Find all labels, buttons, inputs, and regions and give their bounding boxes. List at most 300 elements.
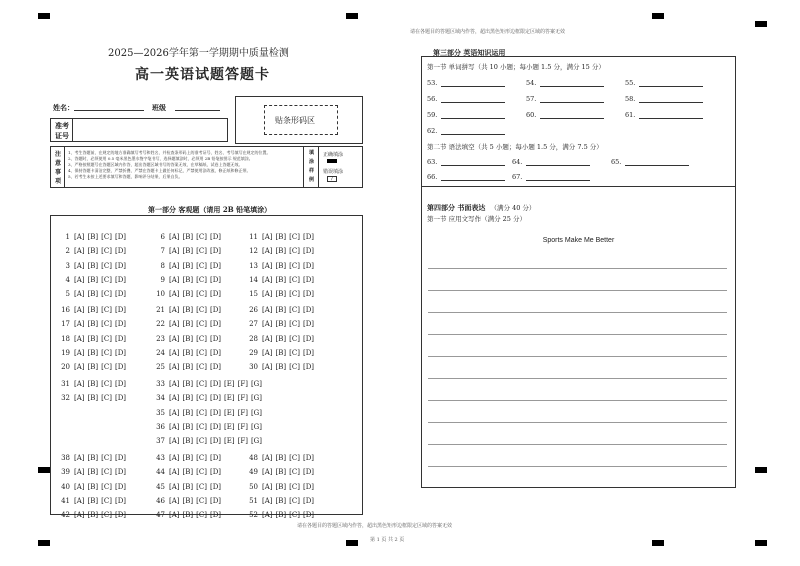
mc-option-bubble[interactable]: [D] [302,363,315,372]
mc-option-bubble[interactable]: [D] [114,348,127,357]
mc-option-bubble[interactable]: [A] [169,408,180,417]
mc-question-number: 47 [156,511,165,520]
answer-blank-63[interactable] [441,165,505,166]
writing-line[interactable] [428,312,727,313]
mc-option-bubble[interactable]: [C] [196,233,207,241]
mc-option-bubble[interactable]: [D] [302,233,315,241]
mc-option-bubble[interactable]: [B] [87,261,99,270]
mc-option-bubble[interactable]: [A] [74,394,85,403]
mc-option-bubble[interactable]: [A] [74,275,85,284]
mc-option-bubble[interactable]: [B] [182,437,194,446]
mc-option-bubble[interactable]: [B] [275,496,287,505]
mc-option-bubble[interactable]: [B] [182,482,194,491]
mc-option-bubble[interactable]: [D] [209,422,222,431]
mc-option-bubble[interactable]: [C] [289,233,300,241]
mc-option-bubble[interactable]: [D] [114,394,127,403]
mc-option-bubble[interactable]: [B] [87,363,99,372]
mc-option-bubble[interactable]: [D] [209,247,222,256]
mc-option-bubble[interactable]: [C] [101,261,112,270]
mc-option-bubble[interactable]: [D] [209,334,222,343]
mc-option-bubble[interactable]: [B] [182,422,194,431]
mc-option-bubble[interactable]: [D] [209,511,222,520]
mc-option-bubble[interactable]: [D] [302,468,315,477]
writing-line[interactable] [428,356,727,357]
mc-option-bubble[interactable]: [B] [87,334,99,343]
mc-option-bubble[interactable]: [E] [224,408,235,417]
mc-option-bubble[interactable]: [A] [74,334,85,343]
mc-option-bubble[interactable]: [C] [101,454,112,462]
mc-option-bubble[interactable]: [D] [209,482,222,491]
mc-question-number: 10 [156,290,165,299]
exam-title: 2025—2026学年第一学期期中质量检测 [108,48,289,59]
mc-option-bubble[interactable]: [C] [101,348,112,357]
mc-option-bubble[interactable]: [A] [74,247,85,256]
mc-option-bubble[interactable]: [C] [289,454,300,462]
mc-question-row [56,454,129,462]
mc-option-bubble[interactable]: [B] [182,380,194,388]
mc-question-row [56,233,129,241]
mc-option-bubble[interactable]: [D] [302,247,315,256]
answer-blank-56[interactable] [441,102,505,103]
mc-option-bubble[interactable]: [D] [209,437,222,446]
mc-option-bubble[interactable]: [C] [101,247,112,256]
notes-label-char: 意 [55,160,62,167]
mc-question-row [151,454,224,462]
mc-option-bubble[interactable]: [A] [74,348,85,357]
mc-option-bubble[interactable]: [A] [169,247,180,256]
mc-option-bubble[interactable]: [C] [289,320,300,329]
mc-option-bubble[interactable]: [C] [289,275,300,284]
mc-option-bubble[interactable]: [C] [101,363,112,372]
mc-question-number: 24 [156,348,165,357]
mc-option-bubble[interactable]: [F] [237,394,248,403]
mc-option-bubble[interactable]: [C] [196,261,207,270]
mc-option-bubble[interactable]: [C] [196,422,207,431]
mc-option-bubble[interactable]: [G] [250,422,263,431]
mc-question-number: 34 [156,394,165,403]
mc-option-bubble[interactable]: [D] [209,261,222,270]
mc-option-bubble[interactable]: [D] [209,380,222,388]
mc-option-bubble[interactable]: [C] [196,437,207,446]
mc-option-bubble[interactable]: [A] [74,233,85,241]
mc-option-bubble[interactable]: [D] [209,275,222,284]
mc-option-bubble[interactable]: [C] [101,306,112,314]
mc-question-row [151,290,224,298]
mc-question-number: 19 [61,348,70,357]
mc-option-bubble[interactable]: [A] [169,233,180,241]
mc-option-bubble[interactable]: [A] [169,511,180,520]
answer-blank-59[interactable] [441,118,505,119]
mc-question-number: 16 [61,306,70,314]
mc-option-bubble[interactable]: [D] [209,454,222,462]
mc-option-bubble[interactable]: [G] [250,408,263,417]
mc-option-bubble[interactable]: [B] [275,247,287,256]
mc-option-bubble[interactable]: [B] [182,363,194,372]
mc-option-bubble[interactable]: [B] [182,247,194,256]
mc-option-bubble[interactable]: [C] [196,306,207,314]
mc-option-bubble[interactable]: [B] [87,306,99,314]
correct-fill-sample [327,159,337,163]
mc-option-bubble[interactable]: [D] [302,511,315,520]
mc-option-bubble[interactable]: [B] [87,496,99,505]
mc-option-bubble[interactable]: [D] [209,468,222,477]
mc-option-bubble[interactable]: [A] [262,261,273,270]
mc-option-bubble[interactable]: [A] [74,496,85,505]
mc-option-bubble[interactable]: [E] [224,394,235,403]
writing-line[interactable] [428,400,727,401]
writing-line[interactable] [428,268,727,269]
sample-label-cell [303,147,319,187]
mc-option-bubble[interactable]: [D] [114,261,127,270]
part4-heading [427,195,535,214]
mc-option-bubble[interactable]: [A] [169,275,180,284]
mc-option-bubble[interactable]: [B] [87,348,99,357]
sample-label-char: 例 [309,177,315,183]
mc-option-bubble[interactable]: [D] [209,306,222,314]
mc-option-bubble[interactable]: [B] [275,275,287,284]
mc-question-number: 6 [160,233,165,241]
mc-option-bubble[interactable]: [B] [87,247,99,256]
mc-option-bubble[interactable]: [B] [87,320,99,329]
mc-option-bubble[interactable]: [C] [289,290,300,299]
mc-question-row [244,363,317,371]
mc-option-bubble[interactable]: [C] [196,320,207,329]
exam-number-field[interactable] [74,119,227,141]
mc-option-bubble[interactable]: [C] [101,482,112,491]
mc-option-bubble[interactable]: [B] [182,320,194,329]
mc-option-bubble[interactable]: [B] [182,275,194,284]
mc-option-bubble[interactable]: [B] [275,468,287,477]
mc-option-bubble[interactable]: [D] [302,454,315,462]
mc-option-bubble[interactable]: [B] [275,348,287,357]
mc-option-bubble[interactable]: [A] [262,363,273,372]
subjective-answer-area [421,56,736,488]
mc-question-row [56,380,129,388]
mc-option-bubble[interactable]: [A] [74,320,85,329]
answer-blank-60[interactable] [540,118,604,119]
mc-option-bubble[interactable]: [F] [237,437,248,446]
mc-question-number: 12 [249,247,258,256]
mc-option-bubble[interactable]: [A] [262,306,273,314]
mc-question-number: 45 [156,482,165,491]
mc-option-bubble[interactable]: [B] [87,511,99,520]
footer-instruction: 请在各题目的答题区域内作答，超出黑色矩形边框限定区域的答案无效 [297,523,453,529]
mc-option-bubble[interactable]: [D] [302,275,315,284]
mc-option-bubble[interactable]: [B] [182,348,194,357]
mc-option-bubble[interactable]: [D] [209,363,222,372]
mc-option-bubble[interactable]: [C] [196,496,207,505]
mc-option-bubble[interactable]: [C] [289,247,300,256]
mc-option-bubble[interactable]: [C] [196,363,207,372]
mc-option-bubble[interactable]: [C] [101,468,112,477]
mc-option-bubble[interactable]: [A] [169,363,180,372]
mc-option-bubble[interactable]: [A] [169,306,180,314]
mc-option-bubble[interactable]: [B] [87,380,99,388]
mc-option-bubble[interactable]: [C] [196,394,207,403]
mc-option-bubble[interactable]: [A] [169,468,180,477]
mc-option-bubble[interactable]: [C] [289,348,300,357]
mc-option-bubble[interactable]: [B] [275,306,287,314]
mc-question-number: 27 [249,320,258,329]
mc-option-bubble[interactable]: [F] [237,380,248,388]
mc-option-bubble[interactable]: [A] [262,454,273,462]
mc-option-bubble[interactable]: [A] [74,454,85,462]
mc-option-bubble[interactable]: [C] [101,511,112,520]
mc-option-bubble[interactable]: [C] [101,380,112,388]
mc-option-bubble[interactable]: [D] [302,261,315,270]
mc-option-bubble[interactable]: [B] [182,408,194,417]
mc-option-bubble[interactable]: [B] [182,468,194,477]
mc-question-row [244,349,317,357]
mc-option-bubble[interactable]: [C] [101,334,112,343]
mc-option-bubble[interactable]: [A] [262,334,273,343]
mc-option-bubble[interactable]: [C] [289,482,300,491]
mc-option-bubble[interactable]: [A] [169,394,180,403]
mc-option-bubble[interactable]: [G] [250,437,263,446]
mc-option-bubble[interactable]: [B] [275,290,287,299]
mc-option-bubble[interactable]: [A] [262,290,273,299]
mc-option-bubble[interactable]: [B] [275,363,287,372]
mc-option-bubble[interactable]: [D] [114,247,127,256]
answer-blank-61[interactable] [639,118,703,119]
mc-option-bubble[interactable]: [C] [196,482,207,491]
mc-option-bubble[interactable]: [A] [262,320,273,329]
mc-option-bubble[interactable]: [E] [224,437,235,446]
mc-option-bubble[interactable]: [B] [182,306,194,314]
mc-option-bubble[interactable]: [D] [114,454,127,462]
mc-option-bubble[interactable]: [D] [114,320,127,329]
question-number: 54. [526,79,537,87]
part4-score: （满分 40 分） [490,204,536,212]
mc-question-row [151,320,224,328]
mc-option-bubble[interactable]: [B] [182,290,194,299]
mc-option-bubble[interactable]: [A] [74,363,85,372]
mc-question-row [151,483,224,491]
mc-option-bubble[interactable]: [B] [182,496,194,505]
part4-title: 第四部分 书面表达 [427,203,486,212]
mc-option-bubble[interactable]: [C] [196,454,207,462]
answer-blank-55[interactable] [639,86,703,87]
mc-option-bubble[interactable]: [B] [182,261,194,270]
mc-option-bubble[interactable]: [B] [87,290,99,299]
mc-option-bubble[interactable]: [B] [275,334,287,343]
mc-option-bubble[interactable]: [B] [87,394,99,403]
mc-option-bubble[interactable]: [B] [182,511,194,520]
mc-option-bubble[interactable]: [D] [114,380,127,388]
mc-question-row [244,276,317,284]
mc-option-bubble[interactable]: [A] [169,290,180,299]
mc-option-bubble[interactable]: [C] [196,334,207,343]
mc-question-row [151,247,224,255]
mc-option-bubble[interactable]: [C] [289,511,300,520]
mc-option-bubble[interactable]: [D] [302,496,315,505]
mc-option-bubble[interactable]: [B] [87,275,99,284]
mc-option-bubble[interactable]: [A] [262,511,273,520]
mc-question-row [151,306,224,314]
mc-option-bubble[interactable]: [C] [289,468,300,477]
mc-option-bubble[interactable]: [C] [196,511,207,520]
mc-option-bubble[interactable]: [A] [74,468,85,477]
mc-option-bubble[interactable]: [B] [87,482,99,491]
mc-option-bubble[interactable]: [C] [289,261,300,270]
answer-blank-66[interactable] [441,180,505,181]
mc-option-bubble[interactable]: [A] [74,482,85,491]
mc-option-bubble[interactable]: [D] [209,320,222,329]
mc-option-bubble[interactable]: [C] [196,290,207,299]
mc-option-bubble[interactable]: [A] [74,380,85,388]
mc-option-bubble[interactable]: [C] [289,496,300,505]
mc-option-bubble[interactable]: [D] [114,363,127,372]
mc-option-bubble[interactable]: [C] [289,363,300,372]
mc-option-bubble[interactable]: [C] [196,247,207,256]
name-label: 姓名： [53,103,74,112]
mc-option-bubble[interactable]: [D] [114,233,127,241]
wrong-fill-sample: / [327,176,337,182]
answer-blank-58[interactable] [639,102,703,103]
mc-question-number: 37 [156,437,165,446]
mc-option-bubble[interactable]: [C] [101,496,112,505]
answer-blank-65[interactable] [625,165,689,166]
mc-question-row [151,233,224,241]
mc-option-bubble[interactable]: [A] [74,261,85,270]
answer-blank-67[interactable] [526,180,590,181]
writing-line[interactable] [428,444,727,445]
writing-line[interactable] [428,378,727,379]
mc-option-bubble[interactable]: [B] [87,233,99,241]
mc-option-bubble[interactable]: [D] [302,320,315,329]
mc-option-bubble[interactable]: [A] [169,482,180,491]
notes-label-char: 注 [55,151,62,158]
mc-option-bubble[interactable]: [A] [169,437,180,446]
mc-option-bubble[interactable]: [C] [196,408,207,417]
notes-label-char: 事 [55,169,62,176]
mc-question-row [151,423,265,431]
class-field[interactable] [175,103,220,111]
question-number: 55. [625,79,636,87]
mc-option-bubble[interactable]: [E] [224,422,235,431]
mc-option-bubble[interactable]: [D] [302,348,315,357]
mc-question-row [56,335,129,343]
mc-option-bubble[interactable]: [D] [114,511,127,520]
mc-option-bubble[interactable]: [C] [101,233,112,241]
mc-option-bubble[interactable]: [A] [74,306,85,314]
mc-option-bubble[interactable]: [A] [262,496,273,505]
mc-option-bubble[interactable]: [B] [275,454,287,462]
mc-option-bubble[interactable]: [B] [182,233,194,241]
mc-option-bubble[interactable]: [D] [209,496,222,505]
mc-option-bubble[interactable]: [A] [74,290,85,299]
mc-question-number: 9 [160,275,165,284]
mc-option-bubble[interactable]: [D] [114,334,127,343]
mc-option-bubble[interactable]: [C] [196,380,207,388]
mc-option-bubble[interactable]: [D] [209,290,222,299]
mc-option-bubble[interactable]: [D] [114,275,127,284]
mc-option-bubble[interactable]: [A] [169,334,180,343]
mc-option-bubble[interactable]: [B] [182,334,194,343]
mc-option-bubble[interactable]: [B] [275,233,287,241]
mc-option-bubble[interactable]: [A] [169,422,180,431]
mc-option-bubble[interactable]: [D] [114,468,127,477]
mc-option-bubble[interactable]: [D] [114,482,127,491]
mc-question-number: 39 [61,468,70,477]
writing-line[interactable] [428,466,727,467]
answer-blank-64[interactable] [526,165,590,166]
mc-option-bubble[interactable]: [C] [196,275,207,284]
mc-option-bubble[interactable]: [B] [275,261,287,270]
mc-question-number: 22 [156,320,165,329]
mc-option-bubble[interactable]: [A] [74,511,85,520]
mc-option-bubble[interactable]: [C] [196,348,207,357]
mc-option-bubble[interactable]: [C] [101,394,112,403]
mc-option-bubble[interactable]: [B] [87,454,99,462]
question-number: 64. [512,158,523,166]
mc-option-bubble[interactable]: [D] [114,306,127,314]
mc-question-row [151,468,224,476]
mc-option-bubble[interactable]: [D] [209,408,222,417]
mc-option-bubble[interactable]: [A] [262,348,273,357]
mc-option-bubble[interactable]: [C] [289,334,300,343]
answer-blank-62[interactable] [441,134,505,135]
mc-option-bubble[interactable]: [D] [302,306,315,314]
writing-line[interactable] [428,290,727,291]
mc-option-bubble[interactable]: [C] [289,306,300,314]
answer-blank-57[interactable] [540,102,604,103]
registration-mark [652,540,664,546]
mc-option-bubble[interactable]: [D] [302,482,315,491]
mc-option-bubble[interactable]: [A] [262,233,273,241]
mc-option-bubble[interactable]: [A] [169,261,180,270]
mc-option-bubble[interactable]: [A] [169,348,180,357]
mc-option-bubble[interactable]: [D] [209,348,222,357]
mc-option-bubble[interactable]: [A] [169,496,180,505]
mc-option-bubble[interactable]: [B] [182,454,194,462]
mc-option-bubble[interactable]: [B] [182,394,194,403]
mc-option-bubble[interactable]: [A] [169,320,180,329]
mc-option-bubble[interactable]: [A] [169,380,180,388]
mc-option-bubble[interactable]: [A] [169,454,180,462]
mc-option-bubble[interactable]: [D] [209,394,222,403]
mc-option-bubble[interactable]: [A] [262,482,273,491]
mc-option-bubble[interactable]: [B] [275,482,287,491]
mc-option-bubble[interactable]: [G] [250,394,263,403]
mc-option-bubble[interactable]: [A] [262,275,273,284]
mc-option-bubble[interactable]: [D] [114,290,127,299]
mc-option-bubble[interactable]: [C] [101,320,112,329]
mc-option-bubble[interactable]: [B] [87,468,99,477]
mc-option-bubble[interactable]: [D] [114,496,127,505]
mc-option-bubble[interactable]: [A] [262,468,273,477]
mc-option-bubble[interactable]: [C] [101,275,112,284]
mc-option-bubble[interactable]: [D] [302,334,315,343]
mc-option-bubble[interactable]: [G] [250,380,263,388]
writing-line[interactable] [428,334,727,335]
mc-option-bubble[interactable]: [B] [275,320,287,329]
mc-option-bubble[interactable]: [D] [302,290,315,299]
mc-option-bubble[interactable]: [F] [237,408,248,417]
name-field[interactable] [74,103,144,111]
mc-option-bubble[interactable]: [E] [224,380,235,388]
mc-option-bubble[interactable]: [C] [101,290,112,299]
mc-option-bubble[interactable]: [D] [209,233,222,241]
mc-option-bubble[interactable]: [B] [275,511,287,520]
mc-option-bubble[interactable]: [F] [237,422,248,431]
mc-option-bubble[interactable]: [C] [196,468,207,477]
answer-blank-53[interactable] [441,86,505,87]
mc-question-row [244,290,317,298]
mc-option-bubble[interactable]: [A] [262,247,273,256]
answer-blank-54[interactable] [540,86,604,87]
writing-line[interactable] [428,422,727,423]
